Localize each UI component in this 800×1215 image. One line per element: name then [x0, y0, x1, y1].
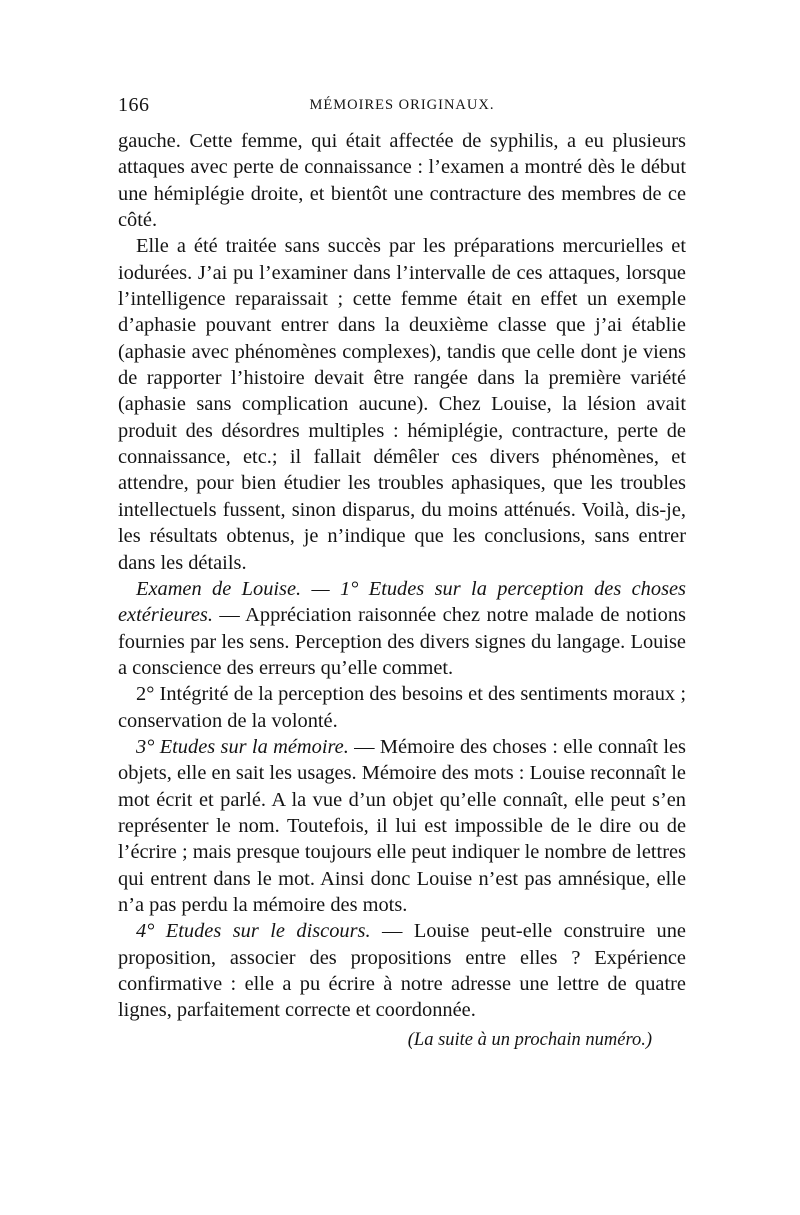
- paragraph: [118, 681, 686, 734]
- page: [118, 94, 686, 1051]
- continued-note: (La suite à un prochain numéro.): [407, 1029, 652, 1050]
- paragraph: [118, 128, 686, 233]
- page-number: 166: [118, 94, 150, 116]
- running-title: MÉMOIRES ORIGINAUX.: [309, 97, 495, 113]
- body-text: [118, 128, 686, 1024]
- paragraph-lead: 4° Etudes sur le discours.: [136, 920, 371, 943]
- paragraph-lead: Examen de Louise. — 1° Etudes sur la perception des choses extérieures.: [118, 577, 686, 627]
- paragraph-text: Elle a été traitée sans succès par les préparations mercurielles et iodurées. J’ai pu l’examiner dans l’intervalle de ces attaques, lorsque l’intelligence reparaissait ; cette femme était en effet un exemple d’aphasie pouvant entrer dans la deuxième classe que j’ai établie (aphasie avec phénomènes complexes), tandis que celle dont je viens de rapporter l’histoire devait être rangée dans la première variété (aphasie sans complication aucune). Chez Louise, la lésion avait produit des désordres multiples : hémiplégie, contracture, perte de connaissance, etc.; il fallait démêler ces divers phénomènes, et attendre, pour bien étudier les troubles aphasiques, que les troubles intellectuels fussent, sinon disparus, du moins atténués. Voilà, dis-je, les résultats obtenus, je n’indique que les conclusions, sans entrer dans les détails.: [118, 235, 686, 574]
- paragraph-text: 2° Intégrité de la perception des besoins et des sentiments moraux ; conservation de la volonté.: [118, 683, 686, 732]
- paragraph: [118, 918, 686, 1023]
- paragraph: [118, 233, 686, 575]
- running-head: [118, 94, 686, 124]
- paragraph: [118, 734, 686, 918]
- paragraph-text: gauche. Cette femme, qui était affectée de syphilis, a eu plusieurs attaques avec perte de connaissance : l’examen a montré dès le début une hémiplégie droite, et bientôt une contracture des membres de ce côté.: [118, 130, 686, 232]
- paragraph-text: — Louise peut-elle construire une proposition, associer des propositions entre elles ? Expérience confirmative : elle a pu écrire à notre adresse une lettre de quatre lignes, parfaitement correcte et coordonnée.: [118, 920, 686, 1022]
- paragraph-lead: 3° Etudes sur la mémoire.: [136, 735, 349, 758]
- paragraph-text: — Mémoire des choses : elle connaît les objets, elle en sait les usages. Mémoire des mots : Louise reconnaît le mot écrit et parlé. A la vue d’un objet qu’elle connaît, elle peut s’en représenter le nom. Toutefois, il lui est impossible de le dire ou de l’écrire ; mais presque toujours elle peut indiquer le nombre de lettres qui entrent dans le mot. Ainsi donc Louise n’est pas amnésique, elle n’a pas perdu la mémoire des mots.: [118, 735, 686, 916]
- paragraph-text: — Appréciation raisonnée chez notre malade de notions fournies par les sens. Perception des divers signes du langage. Louise a conscience des erreurs qu’elle commet.: [118, 604, 686, 679]
- paragraph: [118, 576, 686, 681]
